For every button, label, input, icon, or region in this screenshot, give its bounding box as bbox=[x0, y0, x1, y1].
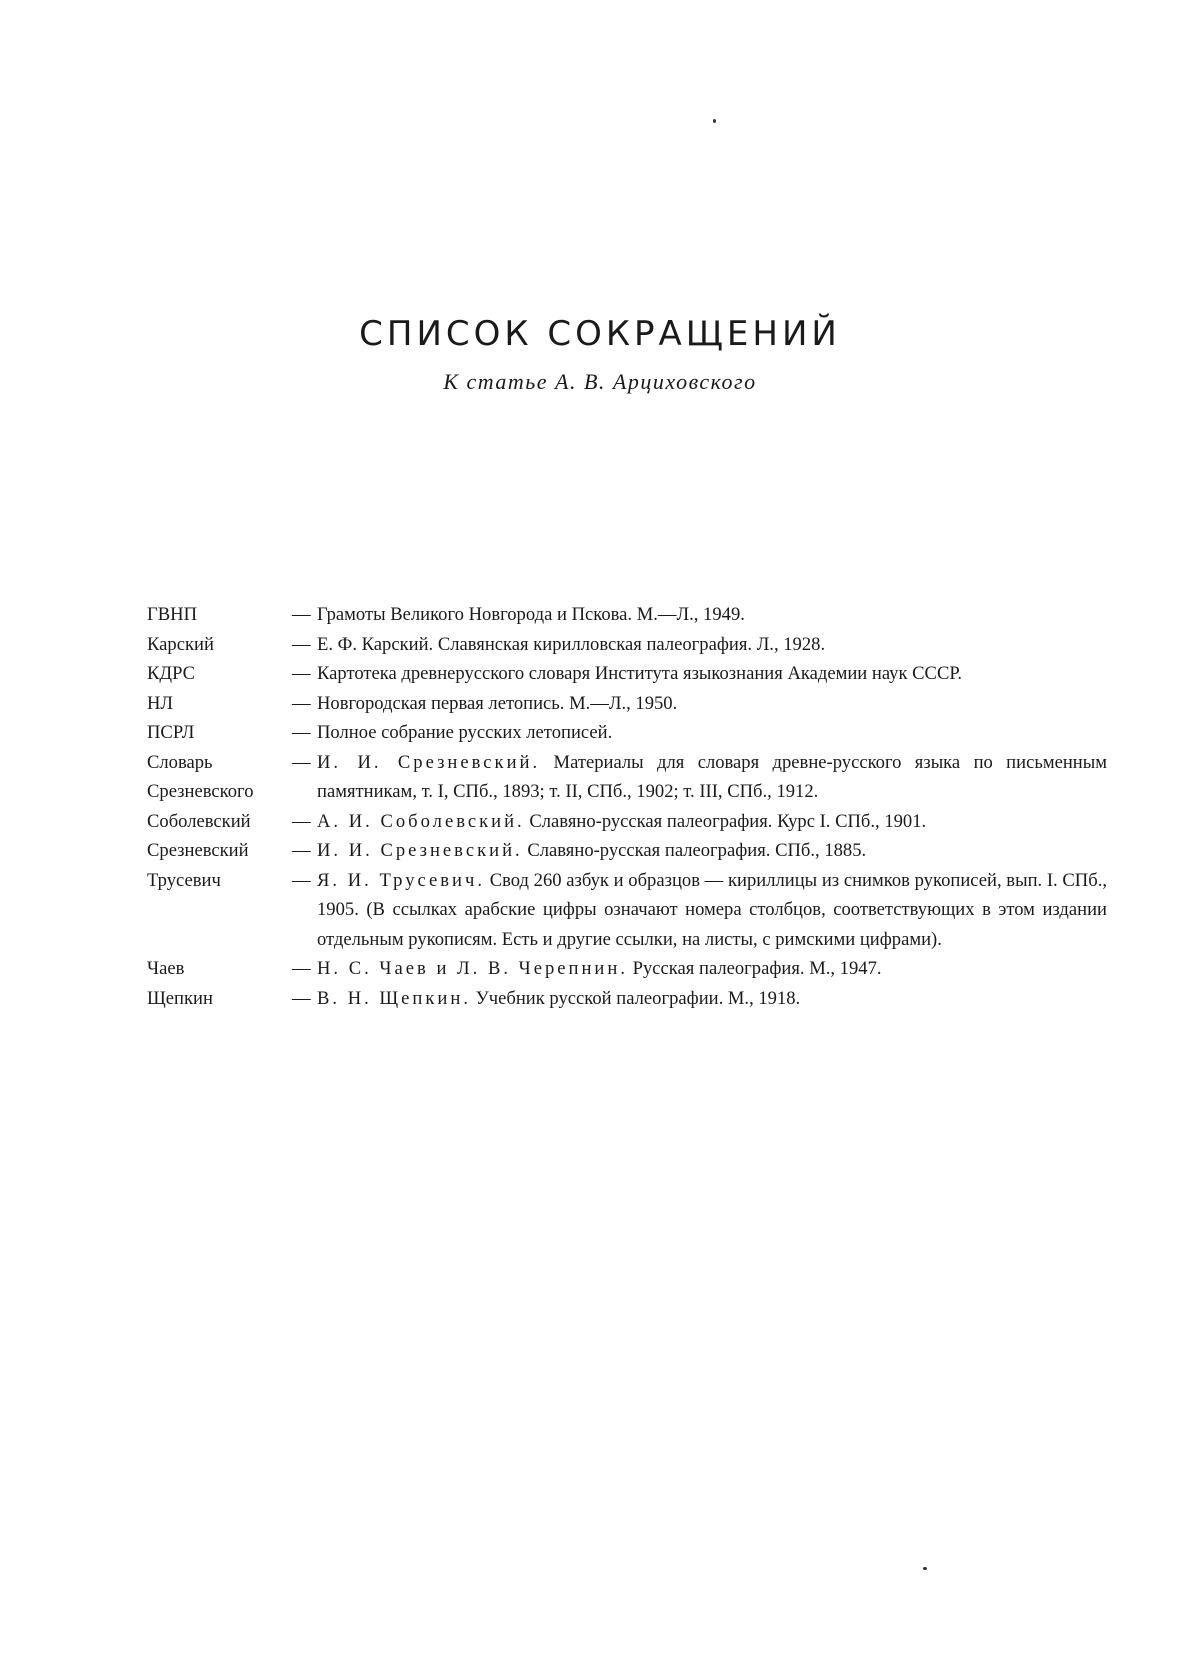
abbreviation-key: НЛ bbox=[147, 692, 174, 714]
abbreviation-key: Щепкин bbox=[147, 987, 213, 1009]
abbreviation-description bbox=[317, 718, 1107, 748]
description-text: Полное собрание русских летописей. bbox=[317, 722, 613, 743]
abbreviation-row bbox=[147, 954, 1107, 984]
em-dash: — bbox=[292, 692, 311, 714]
abbreviation-description bbox=[317, 954, 1107, 984]
abbreviation-row bbox=[147, 689, 1107, 719]
abbreviation-key: КДРС bbox=[147, 663, 196, 684]
description-text: Славяно-русская палеография. Курс I. СПб., 1901. bbox=[529, 810, 927, 832]
abbreviation-key: Срезневский bbox=[147, 840, 249, 861]
abbreviation-description bbox=[317, 984, 1107, 1014]
em-dash: — bbox=[292, 869, 311, 891]
author-name: Н. С. Чаев и Л. В. Черепнин. bbox=[317, 958, 628, 979]
abbreviation-key: Карский bbox=[147, 633, 214, 655]
abbreviation-description bbox=[317, 866, 1107, 955]
abbreviation-row bbox=[147, 984, 1107, 1014]
abbreviation-key: ГВНП bbox=[147, 604, 198, 625]
description-text: Материалы для словаря древне-русского языка по письменным памятникам, т. I, СПб., 1893; т. II, СПб., 1902; т. III, СПб., 1912. bbox=[317, 751, 1108, 802]
description-text: Новгородская первая летопись. М.—Л., 1950. bbox=[317, 692, 678, 714]
em-dash: — bbox=[292, 751, 311, 773]
page-subtitle: К статье А. В. Арциховского bbox=[443, 369, 757, 394]
em-dash: — bbox=[292, 840, 311, 861]
abbreviation-description bbox=[317, 630, 1107, 660]
em-dash: — bbox=[292, 663, 311, 684]
abbreviation-row bbox=[147, 807, 1107, 837]
author-name: В. Н. Щепкин. bbox=[317, 987, 471, 1009]
em-dash: — bbox=[292, 604, 311, 625]
abbreviation-key: ПСРЛ bbox=[147, 722, 195, 743]
description-text: Учебник русской палеографии. М., 1918. bbox=[475, 987, 801, 1009]
abbreviation-description bbox=[317, 689, 1107, 719]
abbreviation-description bbox=[317, 807, 1107, 837]
author-name: Я. И. Трусевич. bbox=[317, 869, 485, 891]
abbreviation-row bbox=[147, 866, 1107, 955]
page-title: СПИСОК СОКРАЩЕНИЙ bbox=[359, 314, 841, 354]
description-text: Картотека древнерусского словаря Института языкознания Академии наук СССР. bbox=[317, 663, 963, 684]
author-name: И. И. Срезневский. bbox=[317, 751, 541, 773]
em-dash: — bbox=[292, 633, 311, 655]
author-name: И. И. Срезневский. bbox=[317, 840, 523, 861]
em-dash: — bbox=[292, 810, 311, 832]
abbreviation-description bbox=[317, 600, 1107, 630]
abbreviation-key: Трусевич bbox=[147, 869, 221, 891]
abbreviation-description bbox=[317, 748, 1107, 807]
em-dash: — bbox=[292, 958, 311, 979]
author-name: А. И. Соболевский. bbox=[317, 810, 525, 832]
abbreviation-key: Словарь Срезневского bbox=[147, 751, 254, 802]
abbreviation-row bbox=[147, 718, 1107, 748]
abbreviation-list bbox=[147, 600, 1107, 1013]
description-text: Грамоты Великого Новгорода и Пскова. М.—Л., 1949. bbox=[317, 604, 745, 625]
em-dash: — bbox=[292, 722, 311, 743]
scan-speck bbox=[923, 1567, 927, 1570]
description-text: Русская палеография. М., 1947. bbox=[632, 958, 882, 979]
abbreviation-key: Чаев bbox=[147, 958, 185, 979]
em-dash: — bbox=[292, 987, 311, 1009]
abbreviation-row bbox=[147, 748, 1107, 807]
scan-speck bbox=[713, 119, 716, 123]
description-text: Свод 260 азбук и образцов — кириллицы из снимков рукописей, вып. I. СПб., 1905. (В ссылках арабские цифры означают номера столбцов, соответствующих в этом издании отдельным рукописям. Есть и другие ссылки, на листы, с римскими цифрами). bbox=[317, 869, 1107, 950]
description-text: Е. Ф. Карский. Славянская кирилловская палеография. Л., 1928. bbox=[317, 633, 826, 655]
abbreviation-description bbox=[317, 836, 1107, 866]
abbreviation-row bbox=[147, 600, 1107, 630]
abbreviation-row bbox=[147, 836, 1107, 866]
description-text: Славяно-русская палеография. СПб., 1885. bbox=[527, 840, 867, 861]
abbreviation-key: Соболевский bbox=[147, 810, 251, 832]
abbreviation-description bbox=[317, 659, 1107, 689]
abbreviation-row bbox=[147, 659, 1107, 689]
abbreviation-row bbox=[147, 630, 1107, 660]
